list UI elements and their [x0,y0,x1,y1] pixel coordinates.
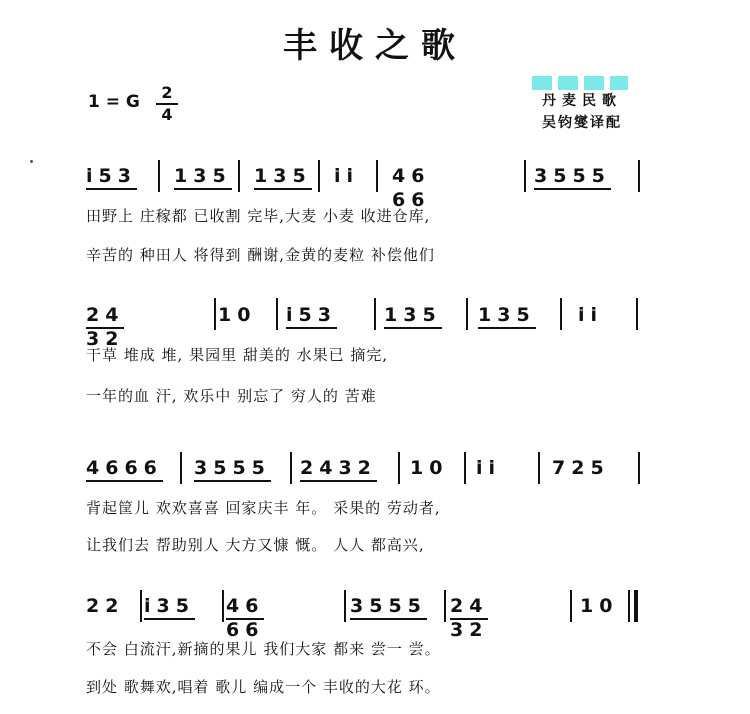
measure: 24 32 [450,595,489,641]
barline [538,452,540,484]
measure: 46 66 [392,165,431,211]
measure: ii [476,457,502,479]
song-title: 丰收之歌 [283,26,467,66]
measure: 725 [552,457,610,479]
lyric-line: 田野上 庄稼都 已收割 完毕,大麦 小麦 收进仓库, [86,207,431,225]
barline [376,160,378,192]
barline [560,298,562,330]
lyric-line: 让我们去 帮助别人 大方又慷 慨。 人人 都高兴, [86,536,425,554]
stray-dot [30,160,33,163]
measure: 135 [478,303,536,329]
barline [318,160,320,192]
time-signature-bottom: 4 [161,105,173,124]
lyric-line: 到处 歌舞欢,唱着 歌儿 编成一个 丰收的大花 环。 [86,678,441,696]
credit-translator: 吴钧燮译配 [542,115,622,131]
barline [290,452,292,484]
lyric-line: 不会 白流汗,新摘的果儿 我们大家 都来 尝一 尝。 [86,640,441,658]
measure: 3555 [534,164,611,190]
measure: 22 [86,595,125,617]
barline [638,160,640,192]
barline [464,452,466,484]
measure: i35 [144,594,195,620]
final-barline-thick [634,590,638,622]
measure: 10 [218,304,257,326]
barline [222,590,224,622]
measure: 10 [410,457,449,479]
barline [374,298,376,330]
lyric-line: 背起筐儿 欢欢喜喜 回家庆丰 年。 采果的 劳动者, [86,499,441,517]
lyric-line: 辛苦的 种田人 将得到 酬谢,金黄的麦粒 补偿他们 [86,246,435,264]
measure: 4666 [86,456,163,482]
measure: i53 [286,303,337,329]
measure: 24 32 [86,304,125,350]
barline [158,160,160,192]
measure: 3555 [350,594,427,620]
measure: 46 66 [226,595,265,641]
measure: 3555 [194,456,271,482]
measure: 2432 [300,456,377,482]
measure: ii [334,165,360,187]
barline [276,298,278,330]
barline [636,298,638,330]
lyric-line: 干草 堆成 堆, 果园里 甜美的 水果已 摘完, [86,346,389,364]
credit-origin: 丹麦民歌 [542,93,622,109]
measure: ii [578,304,604,326]
barline [180,452,182,484]
barline [466,298,468,330]
lyric-line: 一年的血 汗, 欢乐中 别忘了 穷人的 苦难 [86,387,377,405]
barline [444,590,446,622]
barline [570,590,572,622]
measure: 135 [384,303,442,329]
highlight-marks [532,76,628,90]
key-signature: 1 = G [88,92,140,112]
measure: 135 [254,164,312,190]
time-signature-top: 2 [161,83,173,102]
time-signature [156,84,178,124]
measure: i53 [86,164,137,190]
final-barline-thin [628,590,630,622]
barline [344,590,346,622]
measure: 135 [174,164,232,190]
barline [524,160,526,192]
barline [638,452,640,484]
measure: 10 [580,595,619,617]
barline [214,298,216,330]
barline [140,590,142,622]
barline [398,452,400,484]
barline [238,160,240,192]
